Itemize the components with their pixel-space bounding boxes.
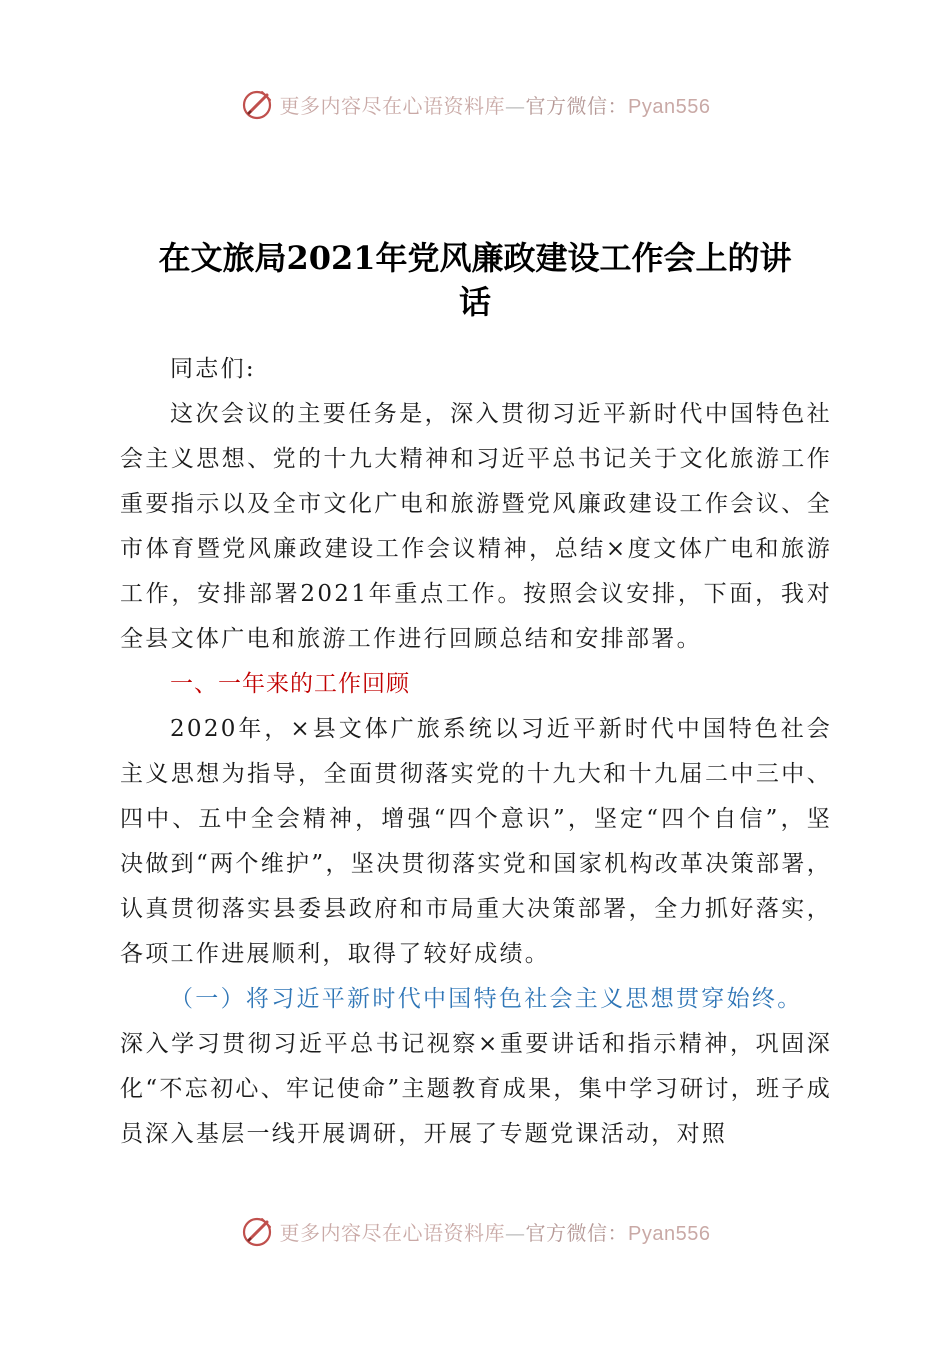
title-line-2: 话 bbox=[458, 283, 491, 321]
watermark-banner-bottom bbox=[0, 1209, 950, 1253]
watermark-text: 更多内容尽在心语资料库—官方微信：Pyan556 bbox=[279, 93, 711, 118]
watermark-banner-top bbox=[0, 82, 950, 126]
document-body bbox=[120, 347, 832, 1157]
pen-circle-logo-icon bbox=[240, 1213, 276, 1249]
document-title bbox=[120, 236, 830, 324]
paragraph-study: 深入学习贯彻习近平总书记视察×重要讲话和指示精神，巩固深化“不忘初心、牢记使命”主题教育成果，集中学习研讨，班子成员深入基层一线开展调研，开展了专题党课活动，对照 bbox=[120, 1031, 832, 1147]
section-heading-1: 一、一年来的工作回顾 bbox=[170, 671, 410, 697]
salutation: 同志们: bbox=[170, 356, 256, 382]
title-line-1: 在文旅局2021年党风廉政建设工作会上的讲 bbox=[158, 239, 792, 277]
paragraph-review: 2020年，×县文体广旅系统以习近平新时代中国特色社会主义思想为指导，全面贯彻落实党的十九大和十九届二中三中、四中、五中全会精神，增强“四个意识”，坚定“四个自信”，坚决做到“两个维护”，坚决贯彻落实党和国家机构改革决策部署，认真贯彻落实县委县政府和市局重大决策部署，全力抓好落实，各项工作进展顺利，取得了较好成绩。 bbox=[120, 716, 832, 967]
watermark-text: 更多内容尽在心语资料库—官方微信：Pyan556 bbox=[279, 1220, 711, 1245]
paragraph-intro: 这次会议的主要任务是，深入贯彻习近平新时代中国特色社会主义思想、党的十九大精神和习近平总书记关于文化旅游工作重要指示以及全市文化广电和旅游暨党风廉政建设工作会议、全市体育暨党风廉政建设工作会议精神，总结×度文体广电和旅游工作，安排部署2021年重点工作。按照会议安排，下面，我对全县文体广电和旅游工作进行回顾总结和安排部署。 bbox=[120, 401, 832, 652]
subsection-heading-1: （一）将习近平新时代中国特色社会主义思想贯穿始终。 bbox=[170, 986, 803, 1012]
pen-circle-logo-icon bbox=[240, 86, 276, 122]
